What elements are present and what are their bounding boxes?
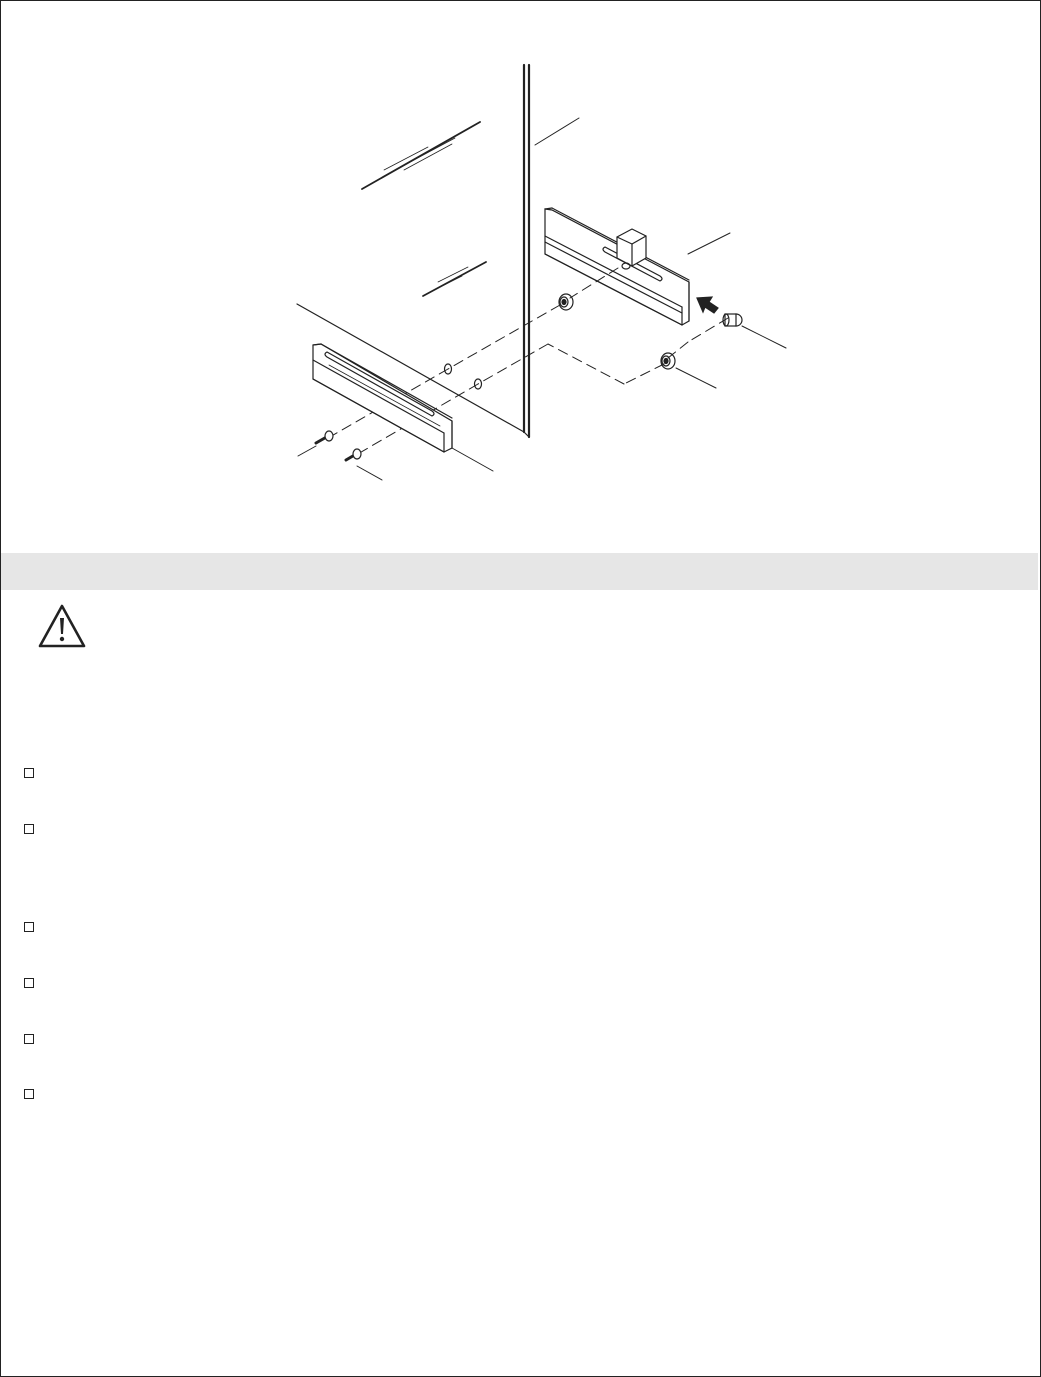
checklist-item bbox=[24, 922, 924, 936]
section-title bbox=[1, 553, 1038, 573]
checklist-item bbox=[24, 1034, 924, 1048]
screw-left-bottom bbox=[346, 449, 361, 460]
leader-line-screw-left bbox=[357, 466, 382, 480]
leader-line-glass bbox=[535, 118, 579, 145]
assembly-illustration bbox=[0, 0, 1041, 550]
push-arrow-icon bbox=[697, 297, 718, 313]
checkbox[interactable] bbox=[24, 1034, 34, 1044]
checklist-item bbox=[24, 824, 924, 838]
checkbox[interactable] bbox=[24, 922, 34, 932]
warning-triangle-icon bbox=[37, 603, 87, 649]
checkbox[interactable] bbox=[24, 824, 34, 834]
outside-bracket bbox=[313, 344, 452, 452]
checkbox[interactable] bbox=[24, 768, 34, 778]
checklist-item bbox=[24, 1089, 924, 1103]
checkbox[interactable] bbox=[24, 1089, 34, 1099]
checkbox[interactable] bbox=[24, 978, 34, 988]
bushing-bottom bbox=[661, 353, 675, 369]
section-header-band bbox=[1, 553, 1038, 590]
leader-line-inside-bracket bbox=[688, 233, 730, 254]
leader-line-screw bbox=[742, 326, 786, 348]
checklist-item bbox=[24, 978, 924, 992]
bushing-top bbox=[559, 294, 573, 310]
screw-left-top bbox=[316, 431, 333, 443]
leader-line-bushing bbox=[676, 368, 716, 388]
leader-line-outside-bracket bbox=[452, 448, 493, 471]
checklist-item bbox=[24, 768, 924, 782]
screw-right bbox=[723, 314, 742, 326]
